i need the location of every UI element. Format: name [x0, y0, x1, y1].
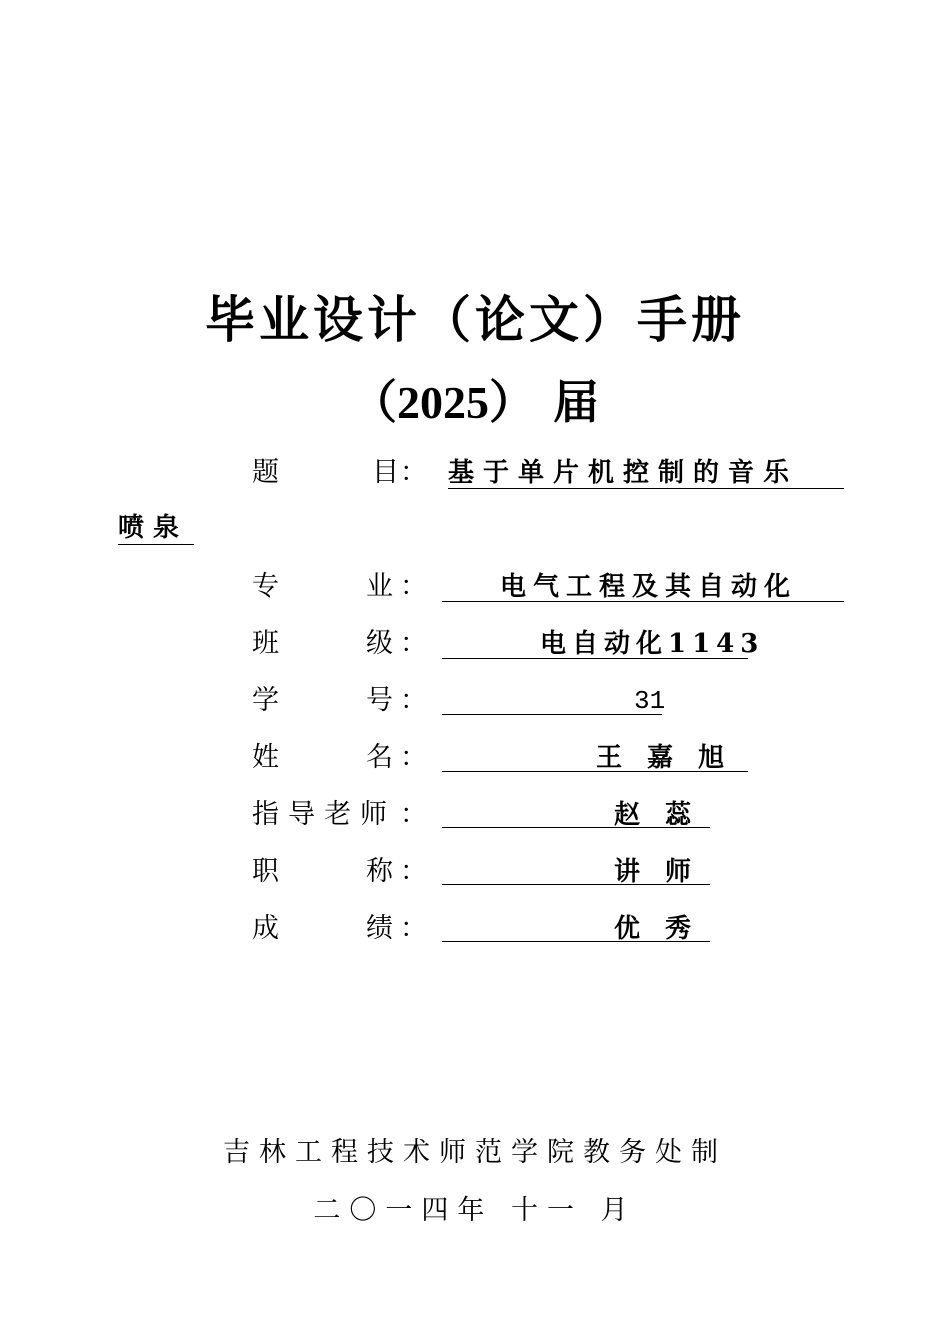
name-label-b: 名: [366, 742, 393, 773]
grade-label-b: 绩: [366, 913, 393, 944]
title-rank-label-a: 职: [252, 856, 279, 887]
grade-value: 优 秀: [614, 914, 700, 944]
title-rank-underline: [442, 884, 710, 885]
class-colon: ：: [400, 628, 427, 659]
student-id-underline: [442, 714, 662, 715]
advisor-label: 指导老师: [252, 799, 396, 830]
class-underline: [442, 658, 748, 659]
topic-value-line2: 喷泉: [118, 513, 189, 543]
student-id-label-a: 学: [252, 685, 279, 716]
title-rank-colon: ：: [400, 856, 427, 887]
grade-label-a: 成: [252, 913, 279, 944]
grade-colon: ：: [400, 913, 427, 944]
student-id-label-b: 号: [366, 685, 393, 716]
student-id-value: 31: [634, 686, 666, 716]
page-title: 毕业设计（论文）手册: [205, 291, 745, 349]
title-rank-value: 讲 师: [614, 857, 700, 887]
major-value: 电气工程及其自动化: [500, 572, 798, 602]
class-value: 电自动化1143: [540, 629, 765, 659]
advisor-underline: [442, 827, 710, 828]
topic-value-line1: 基于单片机控制的音乐: [448, 458, 799, 488]
topic-underline-1: [448, 488, 844, 489]
footer-date: 二〇一四年 十一 月: [313, 1195, 637, 1226]
name-value: 王 嘉 旭: [596, 743, 733, 773]
footer-issuer: 吉林工程技术师范学院教务处制: [223, 1137, 727, 1168]
major-underline: [442, 601, 844, 602]
name-underline: [442, 771, 748, 772]
class-label-a: 班: [252, 628, 279, 659]
topic-underline-2: [118, 544, 194, 545]
name-colon: ：: [400, 742, 427, 773]
year-suffix: 届: [553, 375, 599, 429]
class-label-b: 级: [366, 628, 393, 659]
topic-colon: ：: [400, 457, 427, 488]
name-label-a: 姓: [252, 742, 279, 773]
grade-underline: [442, 941, 710, 942]
student-id-colon: ：: [400, 685, 427, 716]
title-rank-label-b: 称: [366, 856, 393, 887]
topic-label-b: 目: [372, 457, 399, 488]
major-label-a: 专: [252, 571, 279, 602]
graduation-year: [0, 370, 950, 435]
major-label-b: 业: [366, 571, 393, 602]
advisor-colon: ：: [400, 799, 427, 830]
major-colon: ：: [400, 571, 427, 602]
year-number: （2025）: [351, 377, 535, 428]
topic-label-a: 题: [252, 457, 279, 488]
advisor-value: 赵 蕊: [614, 800, 700, 830]
